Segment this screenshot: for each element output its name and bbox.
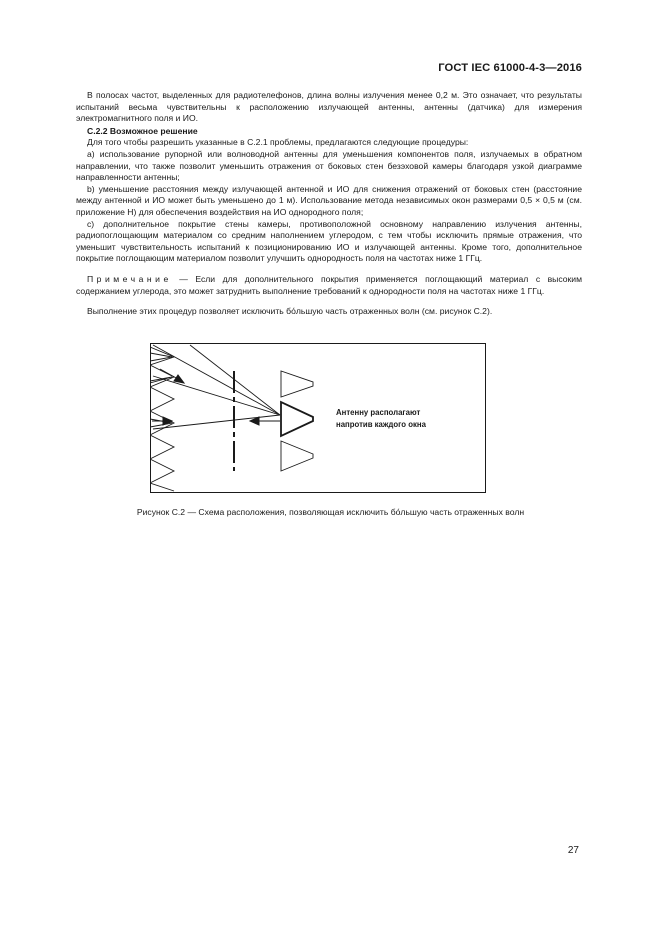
note-label: Примечание xyxy=(87,273,172,284)
paragraph-procedures: Для того чтобы разрешить указанные в С.2.1 проблемы, предлагаются следующие процедуры: xyxy=(87,137,469,148)
note-text: — Если для дополнительного покрытия применяется поглощающий материал с высоким содержанием углерода, это может затруднить выполнение требований к однородности поля на частотах ниже 1 ГГц. xyxy=(76,273,582,296)
horn-antennas xyxy=(281,371,313,471)
figure-label-line1: Антенну располагают xyxy=(336,408,421,417)
note xyxy=(76,274,582,297)
absorber-wedges xyxy=(150,347,174,491)
paragraph-intro: В полосах частот, выделенных для радиотелефонов, длина волны излучения менее 0,2 м. Это означает, что результаты испытаний весьма чувствительны к расположению излучающей антенны, антенны (датчика) для измерения электромагнитного поля и ИО. xyxy=(76,90,582,124)
body-text xyxy=(76,90,582,318)
section-title: С.2.2 Возможное решение xyxy=(87,125,198,136)
list-item-a: а) использование рупорной или волноводной антенны для уменьшения компонентов поля, излучаемых в обратном направлении, что также позволит уменьшить отражения от боковых стен безэховой камеры благодаря узкой диаграмме направленности антенны; xyxy=(76,148,582,183)
list-item-c: с) дополнительное покрытие стены камеры, противоположной основному направлению излучения антенны, радиопоглощающим материалом со средним наполнением углеродом, с тем чтобы исключить прямые отражения, что уменьшит чувствительность испытаний к позиционированию ИО и излучающей антенны. Кроме того, дополнительное покрытие поглощающим материалом позволит улучшить однородность поля на частотах ниже 1 ГГц. xyxy=(76,218,582,264)
figure-caption: Рисунок С.2 — Схема расположения, позволяющая исключить бо́льшую часть отраженных волн xyxy=(136,507,525,517)
document-id: ГОСТ IEC 61000-4-3—2016 xyxy=(438,62,582,74)
list-item-b: b) уменьшение расстояния между излучающей антенной и ИО для снижения отражений от боковых стен (расстояние между антенной и ИО может быть уменьшено до 1 м). Использование метода независимых окон размерами 0,5 × 0,5 м (см. приложение Н) для обеспечения воздействия на ИО однородного поля; xyxy=(76,183,582,217)
chamber-frame xyxy=(151,344,486,493)
diagram-svg xyxy=(150,343,486,493)
figure-c2-diagram xyxy=(150,343,486,493)
paragraph-conclusion: Выполнение этих процедур позволяет исключить бо́льшую часть отраженных волн (см. рисунок С.2). xyxy=(87,306,493,317)
page-number: 27 xyxy=(567,845,579,856)
figure-label-line2: напротив каждого окна xyxy=(336,420,426,429)
